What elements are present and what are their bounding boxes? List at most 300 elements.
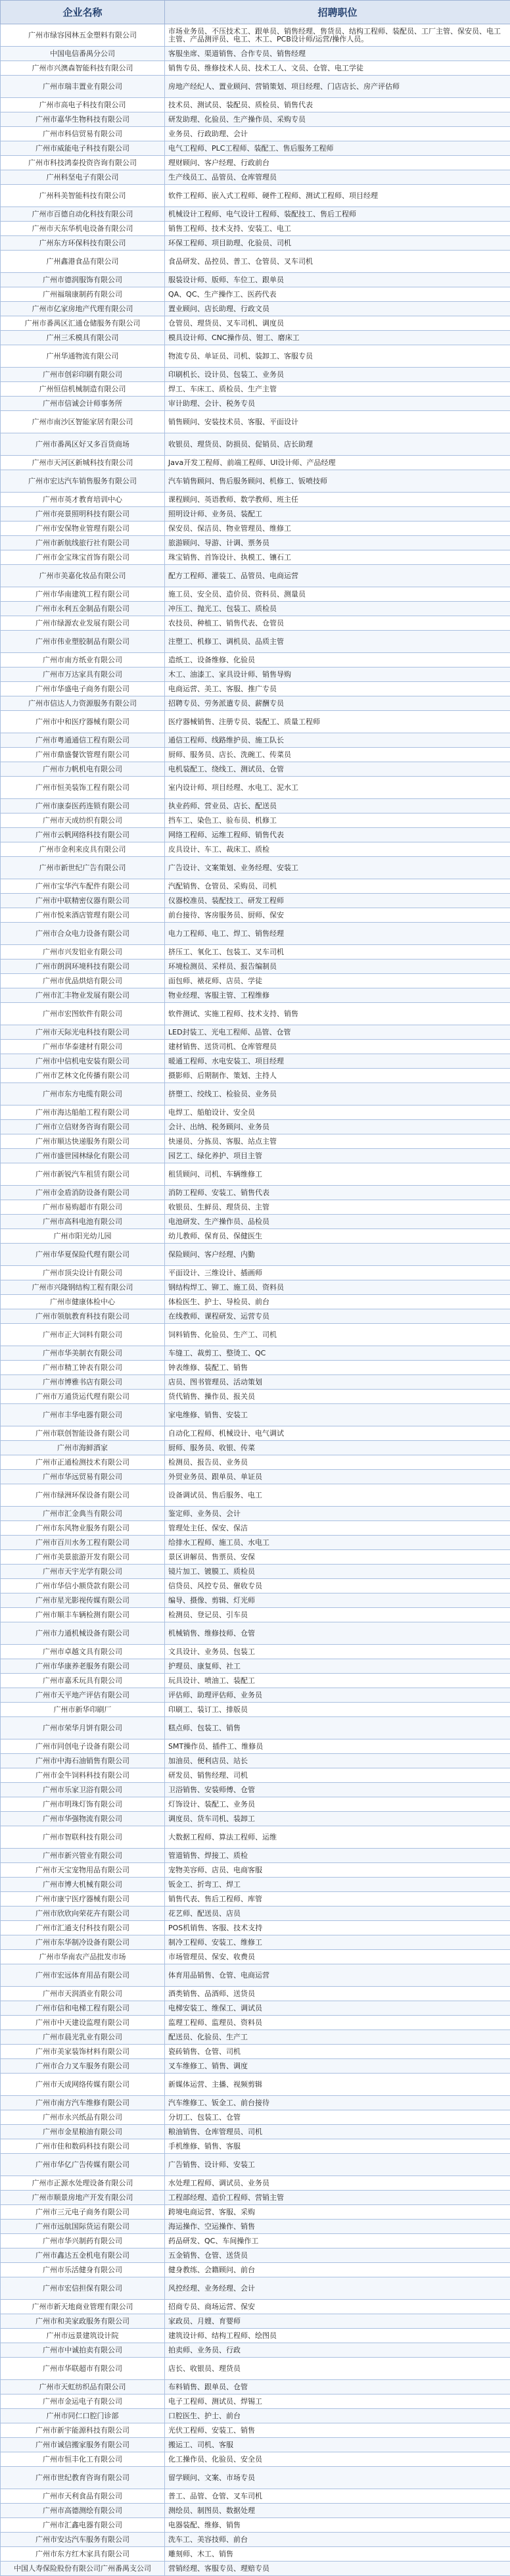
company-name: 广州市南沙区智能家居有限公司: [1, 411, 165, 433]
company-name: 广州鑫港食品有限公司: [1, 251, 165, 273]
company-name: 广州市亿家房地产代理有限公司: [1, 302, 165, 316]
company-name: 广州市天宝宠物用品有限公司: [1, 1863, 165, 1878]
table-row: [1, 1935, 510, 1950]
company-name: 广州市天际光电科技有限公司: [1, 1025, 165, 1040]
job-positions: 造纸工、设备维修、化验员: [165, 653, 510, 668]
company-name: 广州华通物流有限公司: [1, 345, 165, 368]
table-row: [1, 61, 510, 76]
job-positions: 花艺师、配送员、店员: [165, 1907, 510, 1921]
job-positions: 鉴定师、业务员、会计: [165, 1507, 510, 1521]
job-positions: 钟表维修、装配工、销售: [165, 1361, 510, 1375]
company-name: 广州市新世纪广告有限公司: [1, 857, 165, 879]
company-name: 广州市正大饲料有限公司: [1, 1324, 165, 1346]
job-positions: 冲压工、抛光工、包装工、质检员: [165, 602, 510, 616]
job-positions: 生产线员工、品管员、仓库管理员: [165, 170, 510, 185]
company-name: 广州市兴澳森智能科技有限公司: [1, 61, 165, 76]
job-positions: 监理工程师、监理员、资料员: [165, 2016, 510, 2030]
job-positions: 普工、品管、仓管、叉车司机: [165, 2489, 510, 2504]
job-positions: 挤压工、氧化工、包装工、叉车司机: [165, 945, 510, 960]
job-positions: 厨师、服务员、店长、洗碗工、传菜员: [165, 748, 510, 762]
company-name: 广州市中信机电安装有限公司: [1, 1054, 165, 1069]
job-positions: 暖通工程师、水电安装工、项目经理: [165, 1054, 510, 1069]
table-row: [1, 2380, 510, 2394]
job-positions: 管道销售、焊接工、质检: [165, 1849, 510, 1863]
job-positions: 收银员、生鲜员、理货员、主管: [165, 1200, 510, 1215]
company-name: 广州市华盛电子商务有限公司: [1, 682, 165, 696]
company-name: 广州市远航国际货运有限公司: [1, 2220, 165, 2234]
job-positions: 信贷员、风控专员、催收专员: [165, 1579, 510, 1593]
table-row: [1, 112, 510, 127]
company-name: 广州市安保物业管理有限公司: [1, 522, 165, 536]
table-row: [1, 857, 510, 879]
company-name: 广州市阳光幼儿园: [1, 1229, 165, 1244]
job-positions: 课程顾问、英语教师、数学教师、班主任: [165, 493, 510, 507]
company-name: 广州市金利来皮具有限公司: [1, 842, 165, 857]
company-name: 广州市伟业塑胶制品有限公司: [1, 631, 165, 653]
company-name: 广州市天平地产评估有限公司: [1, 1688, 165, 1703]
company-name: 广州市博大机械有限公司: [1, 1878, 165, 1892]
job-positions: 跨境电商运营、客服、采购: [165, 2205, 510, 2220]
job-positions: 钣金工、折弯工、焊工: [165, 1878, 510, 1892]
table-row: [1, 141, 510, 156]
job-positions: POS机销售、客服、技术支持: [165, 1921, 510, 1935]
company-name: 广州市同仁口腔门诊部: [1, 2409, 165, 2423]
job-positions: 租赁顾问、司机、车辆维修工: [165, 1163, 510, 1186]
job-positions: 配方工程师、灌装工、品管员、电商运营: [165, 565, 510, 587]
job-positions: 旅游顾问、导游、计调、票务员: [165, 536, 510, 550]
job-positions: 镜片加工、镀膜工、质检员: [165, 1565, 510, 1579]
company-name: 广州市兴发铝业有限公司: [1, 945, 165, 960]
company-name: 广州市新航线旅行社有限公司: [1, 536, 165, 550]
job-positions: 市场管理员、保安、收费员: [165, 1950, 510, 1964]
job-positions: 软件工程师、嵌入式工程师、硬件工程师、测试工程师、项目经理: [165, 185, 510, 207]
company-name: 广州市力帆机电有限公司: [1, 762, 165, 777]
company-name: 广州市远景建筑设计院: [1, 2329, 165, 2343]
table-row: [1, 1608, 510, 1622]
job-positions: 保安员、保洁员、物业管理员、维修工: [165, 522, 510, 536]
company-name: 广州市优品烘焙有限公司: [1, 974, 165, 988]
job-positions: 仪器校准员、装配技工、研发工程师: [165, 894, 510, 908]
job-positions: 给排水工程师、施工员、水电工: [165, 1536, 510, 1550]
company-name: 广州市恒丰化工有限公司: [1, 2452, 165, 2467]
job-positions: 测绘员、制图员、数据处理: [165, 2504, 510, 2518]
table-row: [1, 1083, 510, 1106]
company-name: 广州市顺丰车辆检测有限公司: [1, 1608, 165, 1622]
company-name: 广州市卓越文具有限公司: [1, 1645, 165, 1659]
company-name: 广州市创彩印刷有限公司: [1, 368, 165, 382]
company-name: 广州市云帆网络科技有限公司: [1, 828, 165, 842]
company-name: 广州市健康体检中心: [1, 1295, 165, 1309]
company-name: 广州市海达船舶工程有限公司: [1, 1106, 165, 1120]
table-row: [1, 170, 510, 185]
table-row: [1, 24, 510, 47]
job-positions: 拍卖师、业务员、行政: [165, 2343, 510, 2358]
company-name: 广州市兴隆钢结构工程有限公司: [1, 1280, 165, 1295]
job-positions: 厨师、服务员、收银、传菜: [165, 1441, 510, 1455]
job-positions: 室内设计师、项目经理、水电工、泥水工: [165, 777, 510, 799]
table-row: [1, 2205, 510, 2220]
table-row: [1, 1280, 510, 1295]
table-row: [1, 2001, 510, 2016]
table-row: [1, 1470, 510, 1484]
company-name: 广州市力通机械设备有限公司: [1, 1622, 165, 1645]
company-name: 广州市东方电缆有限公司: [1, 1083, 165, 1106]
company-name: 广州市宝华汽车配件有限公司: [1, 879, 165, 894]
table-row: [1, 842, 510, 857]
job-positions: 珠宝销售、首饰设计、执模工、镶石工: [165, 550, 510, 565]
company-name: 广州市正源水处理设备有限公司: [1, 2176, 165, 2191]
job-positions: LED封装工、光电工程师、品管、仓管: [165, 1025, 510, 1040]
job-positions: 手机维修、销售、客服: [165, 2139, 510, 2154]
table-row: [1, 631, 510, 653]
job-positions: 幼儿教师、保育员、保健医生: [165, 1229, 510, 1244]
company-name: 广州市康泰医药连锁有限公司: [1, 799, 165, 814]
job-positions: 网络工程师、运维工程师、销售代表: [165, 828, 510, 842]
table-row: [1, 1768, 510, 1783]
job-positions: 灯饰设计、装配工、业务员: [165, 1797, 510, 1812]
table-row: [1, 47, 510, 61]
table-row: [1, 1040, 510, 1054]
table-row: [1, 2030, 510, 2045]
company-name: 广州市华强物流有限公司: [1, 1812, 165, 1826]
company-name: 广州市粤通通信工程有限公司: [1, 733, 165, 748]
company-name: 广州市东风物业服务有限公司: [1, 1521, 165, 1536]
job-positions: 粮油销售、仓库管理员、司机: [165, 2125, 510, 2139]
table-row: [1, 2096, 510, 2110]
table-row: [1, 2329, 510, 2343]
job-positions: 环境检测员、采样员、报告编制员: [165, 960, 510, 974]
company-name: 广州市百川水务工程有限公司: [1, 1536, 165, 1550]
company-name: 广州市新宇能源科技有限公司: [1, 2423, 165, 2438]
header-row: [1, 1, 510, 24]
table-row: [1, 988, 510, 1003]
company-name: 广州市东方红木家具有限公司: [1, 2547, 165, 2562]
job-positions: 宠物美容师、店员、电商客服: [165, 1863, 510, 1878]
company-name: 广州市德润服饰有限公司: [1, 273, 165, 287]
table-row: [1, 316, 510, 331]
table-row: [1, 828, 510, 842]
job-positions: 电力工程师、电工、焊工、销售经理: [165, 923, 510, 945]
job-positions: 留学顾问、文案、市场专员: [165, 2467, 510, 2489]
table-row: [1, 733, 510, 748]
company-name: 广州市诚信搬家服务有限公司: [1, 2438, 165, 2452]
company-name: 广州市新华印刷厂: [1, 1703, 165, 1717]
job-positions: 农技员、种植工、销售代表、仓管员: [165, 616, 510, 631]
table-row: [1, 2045, 510, 2059]
table-row: [1, 2562, 510, 2576]
table-row: [1, 2220, 510, 2234]
table-row: [1, 2394, 510, 2409]
company-name: 广州市新兴管业有限公司: [1, 1849, 165, 1863]
job-positions: 印刷工、装订工、排版员: [165, 1703, 510, 1717]
company-name: 广州市金运电子有限公司: [1, 2394, 165, 2409]
company-name: 广州市恒美装饰工程有限公司: [1, 777, 165, 799]
table-row: [1, 1106, 510, 1120]
job-positions: 汽车维修工、钣金工、前台接待: [165, 2096, 510, 2110]
job-positions: 车缝工、裁剪工、整烫工、QC: [165, 1346, 510, 1361]
job-positions: 会计、出纳、税务顾问、业务员: [165, 1120, 510, 1134]
table-row: [1, 1550, 510, 1565]
company-name: 广州市乐家卫浴有限公司: [1, 1783, 165, 1797]
job-positions: 理财顾问、客户经理、行政前台: [165, 156, 510, 170]
company-name: 广州市悦来酒店管理有限公司: [1, 908, 165, 923]
job-positions: 健身教练、会籍顾问、前台: [165, 2263, 510, 2277]
job-positions: 挡车工、染色工、验布员、机修工: [165, 814, 510, 828]
job-positions: 家政员、月嫂、育婴师: [165, 2314, 510, 2329]
table-row: [1, 696, 510, 711]
table-row: [1, 1849, 510, 1863]
table-row: [1, 945, 510, 960]
job-positions: 研发员、销售经理、司机: [165, 1768, 510, 1783]
table-row: [1, 2176, 510, 2191]
job-positions: 洗车工、美容技师、前台: [165, 2533, 510, 2547]
company-name: 广州市天东华机电设备有限公司: [1, 222, 165, 236]
company-name: 中国人寿保险股份有限公司广州番禺支公司: [1, 2562, 165, 2576]
company-name: 广州市合众电力设备有限公司: [1, 923, 165, 945]
company-name: 广州市华夏保险代理有限公司: [1, 1244, 165, 1266]
company-name: 广州市中联精密仪器有限公司: [1, 894, 165, 908]
table-row: [1, 2533, 510, 2547]
company-name: 广州市中和医疗器械有限公司: [1, 711, 165, 733]
table-row: [1, 1361, 510, 1375]
job-positions: SMT操作员、插件工、维修员: [165, 1739, 510, 1754]
table-row: [1, 2452, 510, 2467]
company-name: 广州市鼎盛餐饮管理有限公司: [1, 748, 165, 762]
table-row: [1, 1186, 510, 1200]
company-name: 广州市瑞丰置业有限公司: [1, 76, 165, 98]
company-name: 广州市华康养老服务有限公司: [1, 1659, 165, 1674]
job-positions: 软件测试、实施工程师、技术支持、销售: [165, 1003, 510, 1025]
job-positions: 钢结构焊工、铆工、施工员、资料员: [165, 1280, 510, 1295]
header-positions: 招聘职位: [165, 1, 510, 24]
table-row: [1, 2409, 510, 2423]
company-name: 广州市科技鸿泰投资咨询有限公司: [1, 156, 165, 170]
job-positions: 木工、油漆工、家具设计师、销售导购: [165, 668, 510, 682]
table-row: [1, 470, 510, 493]
job-positions: 广告销售、设计师、安装工: [165, 2154, 510, 2176]
table-row: [1, 1054, 510, 1069]
company-name: 广州市亮景照明科技有限公司: [1, 507, 165, 522]
company-name: 广州市天虹纺织品有限公司: [1, 2380, 165, 2394]
table-row: [1, 1346, 510, 1361]
job-positions: 招聘专员、劳务派遣专员、薪酬专员: [165, 696, 510, 711]
company-name: 广州市万通货运代理有限公司: [1, 1390, 165, 1404]
table-row: [1, 522, 510, 536]
table-row: [1, 1797, 510, 1812]
job-positions: 机械设计工程师、电气设计工程师、装配技工、售后工程师: [165, 207, 510, 222]
table-row: [1, 879, 510, 894]
table-row: [1, 1069, 510, 1083]
job-positions: 调度员、货车司机、装卸工: [165, 1812, 510, 1826]
company-name: 广州市中诚拍卖有限公司: [1, 2343, 165, 2358]
job-positions: 电商运营、美工、客服、推广专员: [165, 682, 510, 696]
table-row: [1, 76, 510, 98]
company-name: 广州市天成纺织有限公司: [1, 814, 165, 828]
table-row: [1, 1120, 510, 1134]
table-row: [1, 1863, 510, 1878]
company-name: 广州市华南农产品批发市场: [1, 1950, 165, 1964]
company-name: 广州市朗润环境科技有限公司: [1, 960, 165, 974]
company-name: 广州市高电子科技有限公司: [1, 98, 165, 112]
job-positions: 保险顾问、客户经理、内勤: [165, 1244, 510, 1266]
table-row: [1, 493, 510, 507]
company-name: 广州市安达汽车服务有限公司: [1, 2533, 165, 2547]
table-row: [1, 2438, 510, 2452]
table-row: [1, 748, 510, 762]
job-positions: 检测员、登记员、引车员: [165, 1608, 510, 1622]
job-positions: 瓷砖销售、仓管、司机: [165, 2045, 510, 2059]
table-row: [1, 1783, 510, 1797]
table-row: [1, 2467, 510, 2489]
company-name: 广州市嘉华生物科技有限公司: [1, 112, 165, 127]
table-row: [1, 762, 510, 777]
job-positions: 雕刻师、木工、销售: [165, 2547, 510, 2562]
company-name: 广州市汇鑫电器有限公司: [1, 2518, 165, 2533]
company-name: 广州市信诚会计师事务所: [1, 397, 165, 411]
job-positions: 招商专员、商场运营、保安: [165, 2300, 510, 2314]
table-row: [1, 397, 510, 411]
table-row: [1, 2234, 510, 2248]
company-name: 广州市华南建筑工程有限公司: [1, 587, 165, 602]
company-name: 广州市合力叉车服务有限公司: [1, 2059, 165, 2074]
company-name: 广州市晨光乳业有限公司: [1, 2030, 165, 2045]
table-row: [1, 2547, 510, 2562]
table-row: [1, 2504, 510, 2518]
job-positions: 店员、图书管理员、活动策划: [165, 1375, 510, 1390]
job-positions: 评估师、助理评估师、业务员: [165, 1688, 510, 1703]
company-name: 广州市华兴制药有限公司: [1, 2234, 165, 2248]
table-row: [1, 2314, 510, 2329]
job-positions: 建筑设计师、结构工程师、绘图员: [165, 2329, 510, 2343]
company-name: 广州市万达家具有限公司: [1, 668, 165, 682]
job-positions: 仓管员、理货员、叉车司机、调度员: [165, 316, 510, 331]
table-row: [1, 2358, 510, 2380]
table-row: [1, 923, 510, 945]
table-row: [1, 1200, 510, 1215]
table-row: [1, 799, 510, 814]
company-name: 广州市绿洲环保设备有限公司: [1, 1484, 165, 1507]
job-positions: 摄影师、后期制作、策划、主持人: [165, 1069, 510, 1083]
job-positions: 工程部经理、造价工程师、营销主管: [165, 2191, 510, 2205]
company-name: 广州市英才教育培训中心: [1, 493, 165, 507]
job-positions: 水处理工程师、调试员、业务员: [165, 2176, 510, 2191]
job-positions: Java开发工程师、前端工程师、UI设计师、产品经理: [165, 456, 510, 470]
job-positions: 糕点师、包装工、销售: [165, 1717, 510, 1739]
table-row: [1, 1426, 510, 1441]
company-name: 广州市金星粮油有限公司: [1, 2125, 165, 2139]
company-name: 广州市绿源农业发展有限公司: [1, 616, 165, 631]
company-name: 广州市绿容园林五金塑料有限公司: [1, 24, 165, 47]
job-positions: 电机装配工、绕线工、测试员、仓管: [165, 762, 510, 777]
table-row: [1, 1507, 510, 1521]
job-positions: 客服坐席、渠道销售、合作专员、销售经理: [165, 47, 510, 61]
company-name: 广州三禾模具有限公司: [1, 331, 165, 345]
table-row: [1, 1878, 510, 1892]
job-positions: 光伏工程师、安装工、销售: [165, 2423, 510, 2438]
company-name: 广州市美景旅游开发有限公司: [1, 1550, 165, 1565]
company-name: 广州市欣欣向荣花卉有限公司: [1, 1907, 165, 1921]
table-row: [1, 273, 510, 287]
job-positions: 环保工程师、项目助理、化验员、司机: [165, 236, 510, 251]
job-positions: 前台接待、客房服务员、厨师、保安: [165, 908, 510, 923]
table-row: [1, 1717, 510, 1739]
company-name: 广州市三元电子商务有限公司: [1, 2205, 165, 2220]
company-name: 广州市宏达汽车销售服务有限公司: [1, 470, 165, 493]
table-row: [1, 653, 510, 668]
job-positions: 电池研发、生产操作员、品检员: [165, 1215, 510, 1229]
job-positions: 店长、收银员、理货员: [165, 2358, 510, 2380]
company-name: 广州东方环保科技有限公司: [1, 236, 165, 251]
company-name: 广州科坚电子有限公司: [1, 170, 165, 185]
job-positions: 销售专员、维修技术人员、技术工人、文员、仓管、电工学徒: [165, 61, 510, 76]
company-name: 广州市海鲜酒家: [1, 1441, 165, 1455]
header-company: 企业名称: [1, 1, 165, 24]
table-row: [1, 1674, 510, 1688]
job-positions: 快递员、分拣员、客服、站点主管: [165, 1134, 510, 1149]
table-row: [1, 1754, 510, 1768]
table-row: [1, 1987, 510, 2001]
company-name: 广州市金盾消防设备有限公司: [1, 1186, 165, 1200]
table-row: [1, 433, 510, 456]
company-name: 广州科美智能科技有限公司: [1, 185, 165, 207]
company-name: 广州市番禺区汇通仓储服务有限公司: [1, 316, 165, 331]
table-row: [1, 1484, 510, 1507]
table-row: [1, 156, 510, 170]
company-name: 广州市星光影视传媒有限公司: [1, 1593, 165, 1608]
job-positions: 施工员、安全员、造价员、资料员、测量员: [165, 587, 510, 602]
table-row: [1, 1244, 510, 1266]
job-positions: 设备调试员、售后服务、电工: [165, 1484, 510, 1507]
table-row: [1, 1812, 510, 1826]
table-row: [1, 1404, 510, 1426]
table-row: [1, 236, 510, 251]
job-positions: 平面设计、三维设计、插画师: [165, 1266, 510, 1280]
job-positions: 电子工程师、测试员、焊锡工: [165, 2394, 510, 2409]
job-positions: 五金销售、仓管、送货员: [165, 2248, 510, 2263]
company-name: 广州市易购超市有限公司: [1, 1200, 165, 1215]
table-row: [1, 1390, 510, 1404]
table-row: [1, 894, 510, 908]
table-row: [1, 1579, 510, 1593]
company-name: 广州市联创智能设备有限公司: [1, 1426, 165, 1441]
job-positions: 物业经理、客服主管、工程维修: [165, 988, 510, 1003]
table-row: [1, 2518, 510, 2533]
job-positions: 口腔医生、护士、前台: [165, 2409, 510, 2423]
company-name: 广州市新锐汽车租赁有限公司: [1, 1163, 165, 1186]
table-row: [1, 1266, 510, 1280]
company-name: 广州福瑞康制药有限公司: [1, 287, 165, 302]
table-row: [1, 1149, 510, 1163]
table-row: [1, 2110, 510, 2125]
job-positions: 化工操作员、化验员、安全员: [165, 2452, 510, 2467]
job-positions: 配送员、化验员、生产工: [165, 2030, 510, 2045]
table-row: [1, 682, 510, 696]
job-positions: 景区讲解员、售票员、安保: [165, 1550, 510, 1565]
job-positions: 药品研发、QC、车间操作工: [165, 2234, 510, 2248]
job-positions: 通信工程师、线路维护员、施工队长: [165, 733, 510, 748]
table-row: [1, 1892, 510, 1907]
job-positions: 营销经理、客服专员、理赔专员: [165, 2562, 510, 2576]
table-row: [1, 711, 510, 733]
table-row: [1, 1025, 510, 1040]
company-name: 广州市信达人力资源服务有限公司: [1, 696, 165, 711]
company-name: 广州市美家装饰材料有限公司: [1, 2045, 165, 2059]
job-positions: 注塑工、机修工、调机员、品质主管: [165, 631, 510, 653]
job-positions: 体检医生、护士、导检员、前台: [165, 1295, 510, 1309]
table-row: [1, 908, 510, 923]
table-row: [1, 1309, 510, 1324]
table-row: [1, 302, 510, 316]
